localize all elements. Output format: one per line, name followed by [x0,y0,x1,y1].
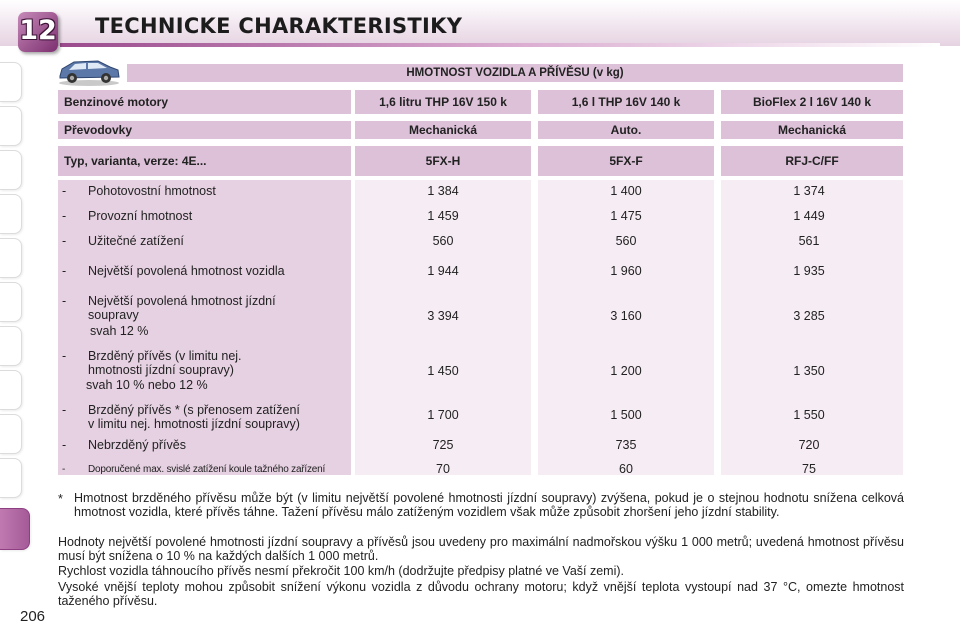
row-value: 1 384 [427,184,459,198]
row-label: Užitečné zatížení [88,234,184,248]
row-value: 560 [615,234,637,248]
row-dash: - [62,209,67,223]
row-value: 3 394 [427,309,459,323]
chapter-badge [18,12,58,52]
row-dash: - [62,438,67,452]
row-label-line2: soupravy [88,308,139,322]
row-value: 75 [802,462,816,476]
row-value: 725 [432,438,454,452]
row-sublabel: svah 12 % [90,324,149,338]
table-caption: HMOTNOST VOZIDLA A PŘÍVĚSU (v kg) [127,64,903,82]
type-col-3: RFJ-C/FF [721,146,903,176]
chapter-tab[interactable] [0,238,22,278]
row-label: Největší povolená hmotnost vozidla [88,264,285,278]
row-value: 1 935 [793,264,825,278]
row-sublabel: svah 10 % nebo 12 % [86,378,208,392]
row-value: 1 550 [793,408,825,422]
note-paragraph: Rychlost vozidla táhnoucího přívěs nesmí překročit 100 km/h (dodržujte předpisy platné ve Vaší zemi). [58,564,625,578]
row-value: 70 [436,462,450,476]
row-label-line1: Brzděný přívěs (v limitu nej. [88,349,242,363]
row-value: 1 960 [610,264,642,278]
row-value: 1 475 [610,209,642,223]
row-label-line1: Největší povolená hmotnost jízdní [88,294,276,308]
page-number: 206 [20,608,46,625]
header-label-engines: Benzinové motory [58,90,351,114]
row-dash: - [62,234,67,248]
row-label-line2: hmotnosti jízdní soupravy) [88,363,234,377]
row-value: 1 374 [793,184,825,198]
row-value: 1 400 [610,184,642,198]
table-body-col-1 [355,180,531,475]
table-body-col-2 [538,180,714,475]
note-paragraph: Hodnoty největší povolené hmotnosti jízdní soupravy a přívěsů jsou uvedeny pro maximální nadmořskou výšku 1 000 metrů; uvedená hmotnost přívěsu musí být snížena o 10 % na každých dalších 1 000 metrů. [58,535,904,563]
row-value: 561 [798,234,820,248]
chapter-tab[interactable] [0,106,22,146]
row-value: 735 [615,438,637,452]
chapter-tab[interactable] [0,370,22,410]
row-value: 1 459 [427,209,459,223]
header-rule [60,43,940,47]
car-icon [56,56,122,86]
row-dash: - [62,184,67,198]
gearbox-col-2: Auto. [538,121,714,139]
row-value: 560 [432,234,454,248]
chapter-tab[interactable] [0,282,22,322]
gearbox-col-3: Mechanická [721,121,903,139]
row-dash: - [62,403,67,417]
row-value: 3 160 [610,309,642,323]
row-dash: - [62,349,67,363]
chapter-tab[interactable] [0,458,22,498]
chapter-tab[interactable] [0,194,22,234]
row-label-line1: Brzděný přívěs * (s přenosem zatížení [88,403,300,417]
chapter-number: 12 [19,15,57,46]
row-dash: - [62,464,66,475]
page-title: TECHNICKE CHARAKTERISTIKY [95,14,463,38]
header-col-2: 1,6 l THP 16V 140 k [538,90,714,114]
chapter-tab[interactable] [0,62,22,102]
row-value: 3 285 [793,309,825,323]
chapter-tab[interactable] [0,150,22,190]
row-value: 1 450 [427,364,459,378]
row-value: 60 [619,462,633,476]
note-paragraph: Vysoké vnější teploty mohou způsobit snížení výkonu vozidla z důvodu ochrany motoru; když vnější teplota vystoupí nad 37 °C, omezte hmotnost taženého přívěsu. [58,580,904,608]
row-value: 720 [798,438,820,452]
row-dash: - [62,294,67,308]
type-col-2: 5FX-F [538,146,714,176]
header-col-3: BioFlex 2 l 16V 140 k [721,90,903,114]
row-dash: - [62,264,67,278]
footnote-text: Hmotnost brzděného přívěsu může být (v limitu největší povolené hmotnosti jízdní soupravy) zvýšena, pokud je o stejnou hodnotu snížena celková hmotnost vozidla, které přívěs táhne. Tažení přívěsu málo zatíženým vozidlem však může způsobit zhoršení jeho jízdní stability. [74,491,904,519]
row-label: Nebrzděný přívěs [88,438,186,452]
row-value: 1 449 [793,209,825,223]
header-label-gearboxes: Převodovky [58,121,351,139]
row-value: 1 700 [427,408,459,422]
chapter-tab-active[interactable] [0,508,30,550]
row-value: 1 350 [793,364,825,378]
row-label: Pohotovostní hmotnost [88,184,216,198]
row-label: Provozní hmotnost [88,209,193,223]
row-value: 1 200 [610,364,642,378]
header-col-1: 1,6 litru THP 16V 150 k [355,90,531,114]
row-label: Doporučené max. svislé zatížení koule tažného zařízení [88,464,326,475]
row-label-line2: v limitu nej. hmotnosti jízdní soupravy) [88,417,300,431]
table-body-col-3 [721,180,903,475]
row-value: 1 500 [610,408,642,422]
header-label-type: Typ, varianta, verze: 4E... [58,146,351,176]
row-value: 1 944 [427,264,459,278]
type-col-1: 5FX-H [355,146,531,176]
chapter-tab[interactable] [0,326,22,366]
gearbox-col-1: Mechanická [355,121,531,139]
footnote-marker: * [58,492,63,506]
chapter-tab[interactable] [0,414,22,454]
